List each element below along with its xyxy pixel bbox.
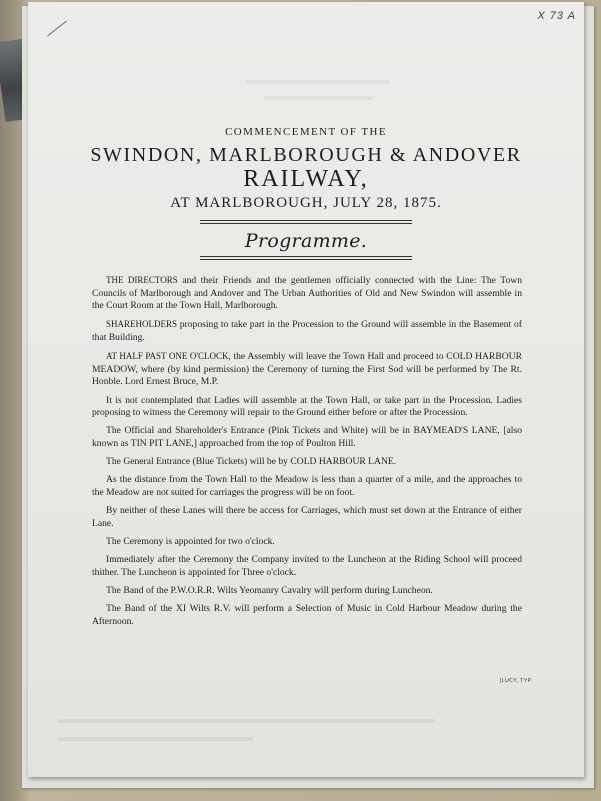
divider-top: [200, 220, 412, 224]
header-line-date: AT MARLBOROUGH, JULY 28, 1875.: [170, 195, 442, 211]
paragraph: THE DIRECTORS and their Friends and the gentlemen officially connected with the Line: The Town Councils of Marlborough and Andover and The Urban Authorities of Old and New Swindon will assemble in the Court Room at the Town Hall, Marlborough.: [92, 275, 522, 312]
paragraph: The General Entrance (Blue Tickets) will be by COLD HARBOUR LANE.: [106, 456, 397, 468]
paragraph: As the distance from the Town Hall to the Meadow is less than a quarter of a mile, and the approaches to the Meadow are not suited for carriages the progress will be on foot.: [92, 474, 522, 498]
paragraph: The Official and Shareholder's Entrance (Pink Tickets and White) will be in BAYMEAD'S LANE, [also known as TIN PIT LANE,] approached from the top of Poulton Hill.: [92, 425, 522, 449]
document-header: [28, 126, 584, 260]
show-through-text: ▬▬▬▬▬▬▬▬▬▬▬▬ ▬▬▬▬▬▬▬▬▬: [246, 73, 390, 103]
pencil-mark: [47, 21, 67, 37]
paragraph: It is not contemplated that Ladies will assemble at the Town Hall, or take part in the Procession. Ladies proposing to witness the Ceremony will repair to the Ground either before or after the Procession.: [92, 394, 522, 419]
paragraph: SHAREHOLDERS proposing to take part in the Procession to the Ground will assemble in the Basement of that Building.: [92, 319, 522, 343]
divider-bottom: [200, 256, 412, 260]
header-line-company: SWINDON, MARLBOROUGH & ANDOVER: [90, 144, 522, 166]
header-line-commencement: COMMENCEMENT OF THE: [225, 126, 387, 138]
programme-body: [92, 274, 522, 634]
show-through-text-bottom: ▬▬▬▬▬▬▬▬▬▬▬▬▬▬▬▬▬▬▬▬▬▬▬▬▬▬▬▬▬ ▬▬▬▬▬▬▬▬▬▬▬▬▬▬▬: [58, 711, 435, 744]
header-line-railway: RAILWAY,: [243, 166, 369, 192]
paragraph: By neither of these Lanes will there be access for Carriages, which must set down at the Entrance of either Lane.: [92, 505, 522, 529]
printer-imprint: [LUCY, TYP.: [500, 678, 533, 684]
paragraph: The Band of the P.W.O.R.R. Wilts Yeomanry Cavalry will perform during Luncheon.: [106, 584, 433, 596]
paragraph: Immediately after the Ceremony the Company invited to the Luncheon at the Riding School will proceed thither. The Luncheon is appointed for Three o'clock.: [92, 554, 522, 578]
paragraph: AT HALF PAST ONE O'CLOCK, the Assembly will leave the Town Hall and proceed to COLD HARBOUR MEADOW, where (by kind permission) the Ceremony of turning the First Sod will be performed by The Rt. Honble. Lord Ernest Bruce, M.P.: [92, 351, 522, 388]
paragraph: The Band of the XI Wilts R.V. will perform a Selection of Music in Cold Harbour Meadow during the Afternoon.: [92, 603, 522, 627]
paragraph: The Ceremony is appointed for two o'clock.: [106, 535, 275, 547]
programme-title: Programme.: [244, 230, 368, 252]
programme-sheet: [28, 2, 584, 777]
archive-mark: X 73 A: [537, 10, 576, 22]
